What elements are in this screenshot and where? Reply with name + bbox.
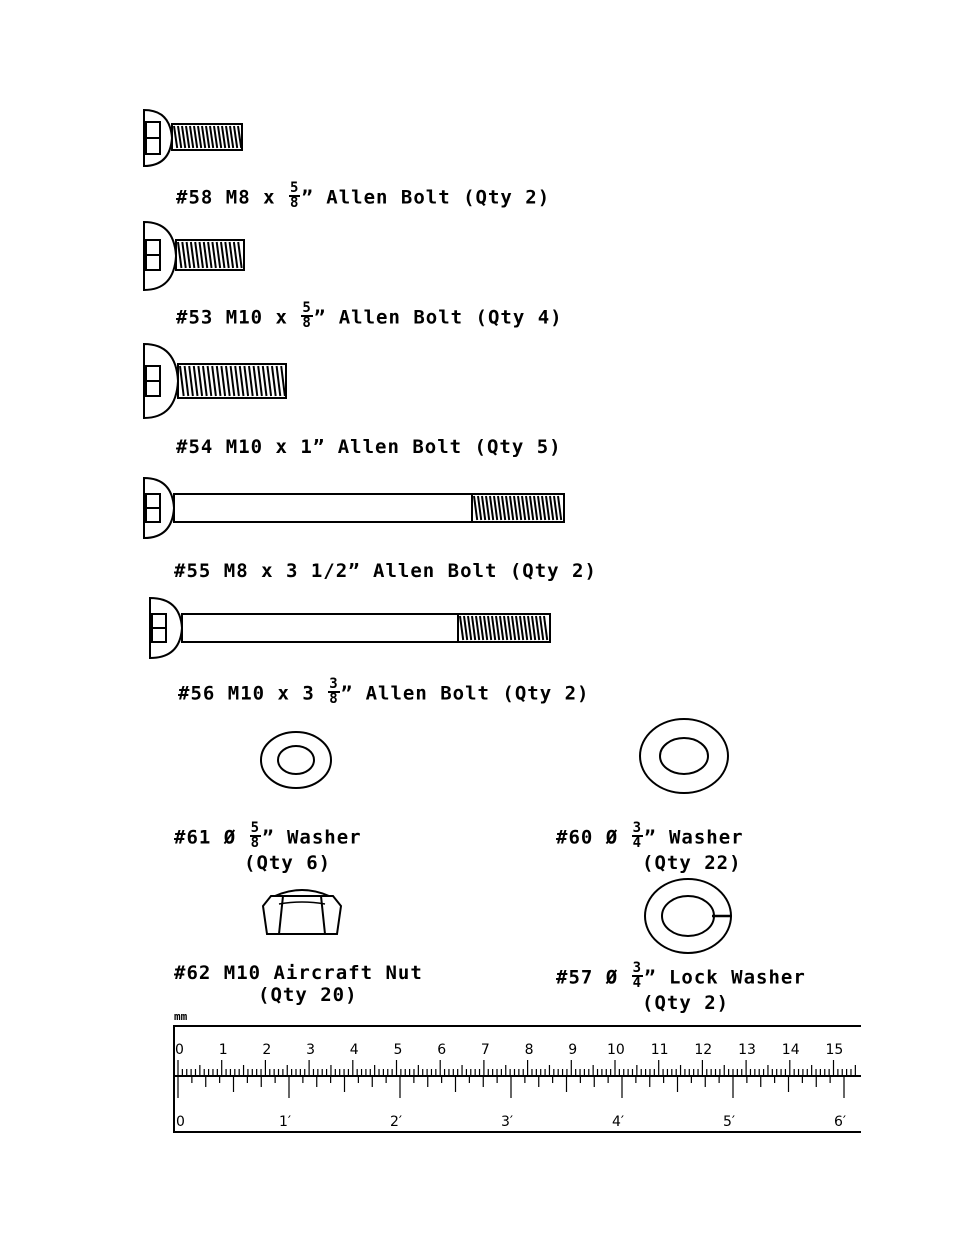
nut-62-illustration [257, 882, 347, 938]
bolt-54-illustration [140, 340, 292, 422]
cm-label: 6 [437, 1042, 447, 1058]
inch-label: 1′ [279, 1114, 292, 1130]
cm-label: 14 [781, 1042, 800, 1058]
cm-label: 3 [306, 1042, 316, 1058]
part-62-label: #62 M10 Aircraft Nut (Qty 20) [174, 962, 423, 1006]
part-56-label: #56 M10 x 3 $\frac{3}{8}$ ” Allen Bolt (Qty 2) [178, 676, 590, 707]
cm-label: 9 [568, 1042, 578, 1058]
ruler-unit-label: mm [174, 1010, 188, 1023]
part-60-label: #60 Ø $\frac{3}{4}$ ” Washer (Qty 22) [556, 820, 744, 874]
cm-label: 1 [218, 1042, 228, 1058]
part-55-label: #55 M8 x 3 1/2” Allen Bolt (Qty 2) [174, 560, 597, 582]
bolt-55-illustration [140, 474, 570, 542]
cm-label: 4 [349, 1042, 359, 1058]
part-58-label: #58 M8 x $\frac{5}{8}$ ” Allen Bolt (Qty 2) [176, 180, 551, 211]
cm-label: 15 [825, 1042, 844, 1058]
cm-label: 11 [650, 1042, 669, 1058]
ruler [173, 1010, 863, 1136]
washer-61-illustration [256, 728, 336, 792]
inch-label: 5′ [723, 1114, 736, 1130]
inch-label: 3′ [501, 1114, 514, 1130]
inch-label: 2′ [390, 1114, 403, 1130]
cm-label: 10 [607, 1042, 625, 1058]
bolt-53-illustration [140, 218, 250, 294]
inch-label: 4′ [612, 1114, 625, 1130]
bolt-58-illustration [140, 106, 250, 170]
washer-60-illustration [636, 716, 732, 796]
inch-label: 6′ [834, 1114, 847, 1130]
cm-label: 0 [175, 1042, 184, 1058]
cm-label: 13 [738, 1042, 756, 1058]
part-54-label: #54 M10 x 1” Allen Bolt (Qty 5) [176, 436, 562, 458]
cm-label: 5 [393, 1042, 403, 1058]
bolt-56-illustration [146, 594, 556, 664]
cm-label: 12 [694, 1042, 713, 1058]
cm-label: 8 [524, 1042, 534, 1058]
part-57-label: #57 Ø $\frac{3}{4}$ ” Lock Washer (Qty 2) [556, 960, 806, 1014]
part-53-label: #53 M10 x $\frac{5}{8}$ ” Allen Bolt (Qty 4) [176, 300, 563, 331]
inch-label: 0 [176, 1114, 185, 1130]
lock-washer-57-illustration [640, 876, 740, 956]
part-61-label: #61 Ø $\frac{5}{8}$ ” Washer (Qty 6) [174, 820, 362, 874]
cm-label: 7 [480, 1042, 490, 1058]
cm-label: 2 [262, 1042, 272, 1058]
